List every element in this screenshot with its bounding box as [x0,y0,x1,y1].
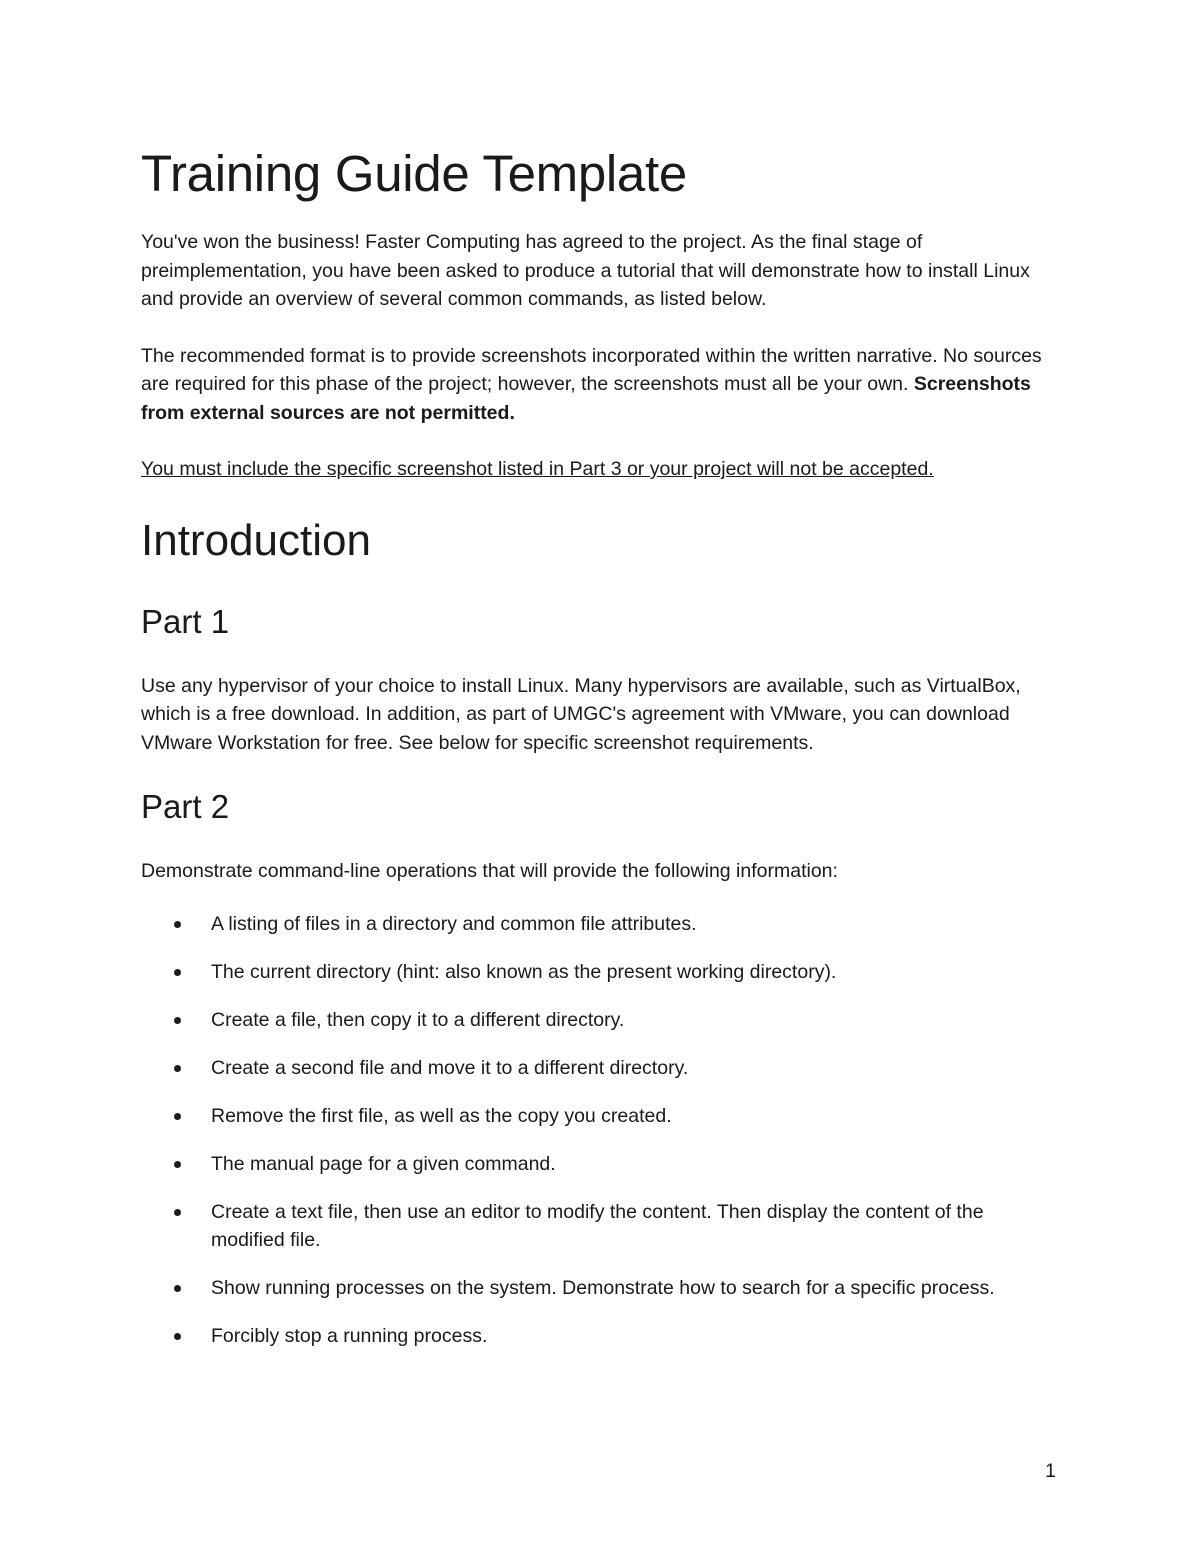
part1-heading: Part 1 [141,602,230,640]
part2-bullet-list [141,910,1061,1351]
part2-heading: Part 2 [141,788,230,825]
intro-paragraph: You've won the business! Faster Computing has agreed to the project. As the final stage of preimplementation, you have been asked to produce a tutorial that will demonstrate how to install Linux and provide an overview of several common commands, as listed below. [141,231,1030,310]
list-item-text: A listing of files in a directory and common file attributes. [211,912,697,935]
list-item [141,1150,1061,1179]
list-item-text: Forcibly stop a running process. [211,1325,488,1347]
list-item [141,1198,1061,1255]
bullet-icon [174,1161,181,1168]
list-item [141,958,1061,987]
document-title: Training Guide Template [141,145,687,202]
bullet-icon [174,969,181,976]
list-item [141,910,1061,939]
bullet-icon [174,1017,181,1024]
bullet-icon [174,921,181,928]
bullet-icon [174,1113,181,1120]
list-item-text: Remove the first file, as well as the copy you created. [211,1104,672,1127]
list-item-text: Create a file, then copy it to a different directory. [211,1008,625,1031]
list-item [141,1054,1061,1083]
list-item [141,1274,1061,1303]
bullet-icon [174,1285,181,1292]
list-item-text: Create a second file and move it to a different directory. [211,1056,689,1079]
list-item-text: Show running processes on the system. Demonstrate how to search for a specific process. [211,1277,995,1299]
list-item [141,1322,1061,1351]
list-item-text: The current directory (hint: also known as the present working directory). [211,960,837,983]
document-body [141,140,1061,1370]
list-item-text: Create a text file, then use an editor to modify the content. Then display the content of the modified file. [211,1200,984,1251]
page-number: 1 [1045,1460,1056,1482]
format-paragraph [141,342,1061,428]
list-item [141,1102,1061,1131]
bullet-icon [174,1209,181,1216]
part2-body: Demonstrate command-line operations that will provide the following information: [141,860,838,882]
part1-body: Use any hypervisor of your choice to install Linux. Many hypervisors are available, such as VirtualBox, which is a free download. In addition, as part of UMGC's agreement with VMware, you can download VMware Workstation for free. See below for specific screenshot requirements. [141,674,1021,754]
bullet-icon [174,1333,181,1340]
format-paragraph-text: The recommended format is to provide screenshots incorporated within the written narrative. No sources are required for this phase of the project; however, the screenshots must all be your own. [141,344,1042,395]
requirement-note: You must include the specific screenshot listed in Part 3 or your project will not be accepted. [141,458,934,480]
format-paragraph-bold: Screenshots from external sources are not permitted. [141,373,1031,424]
bullet-icon [174,1065,181,1072]
section-heading-introduction: Introduction [141,515,371,565]
list-item-text: The manual page for a given command. [211,1152,556,1175]
list-item [141,1006,1061,1035]
